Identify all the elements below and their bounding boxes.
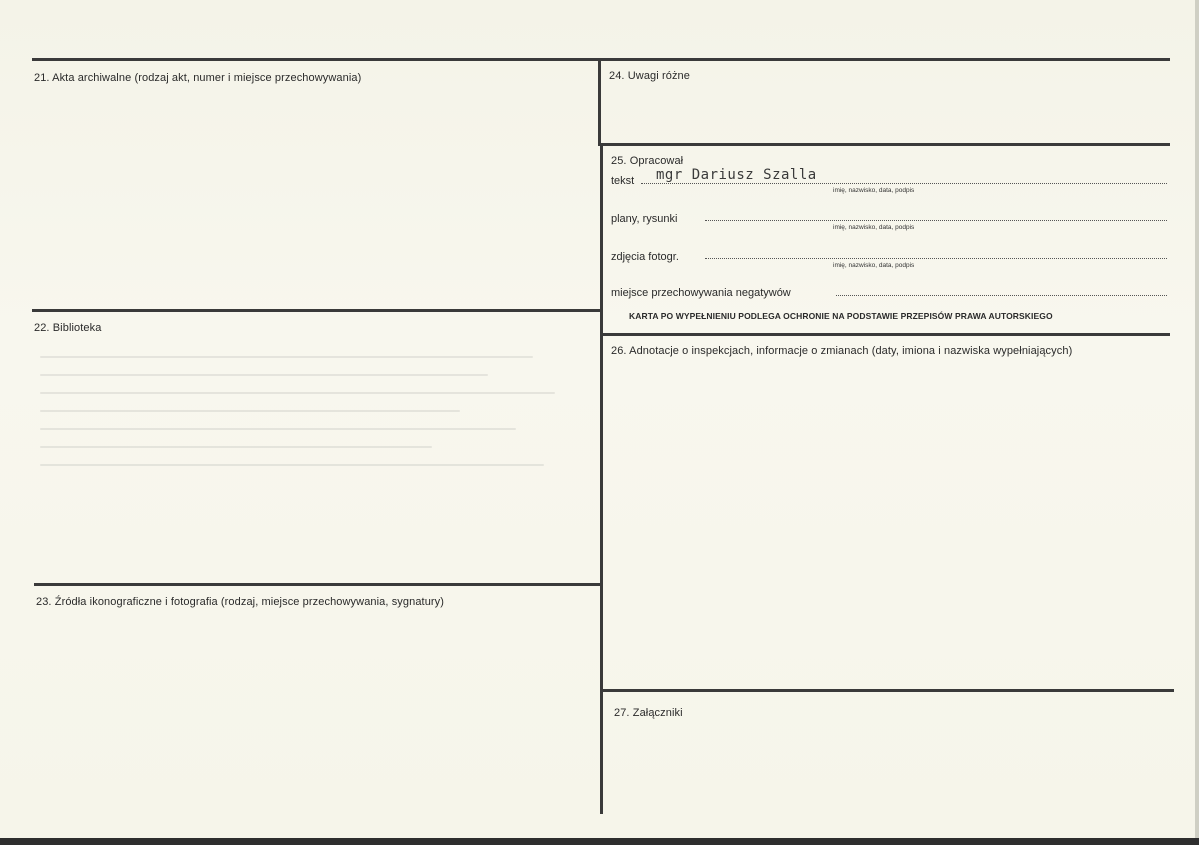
zdjecia-line: [705, 257, 1167, 259]
tekst-value: mgr Dariusz Szalla: [656, 167, 817, 183]
rule-22-23: [34, 583, 600, 586]
section-22-label: 22. Biblioteka: [34, 322, 102, 334]
section-23-label: 23. Źródła ikonograficzne i fotografia (rodzaj, miejsce przechowywania, sygnatury): [36, 596, 445, 608]
plany-line: [705, 219, 1167, 221]
card-edge-bottom: [0, 838, 1199, 845]
center-divider: [598, 58, 601, 146]
top-rule: [32, 58, 1170, 61]
rule-25-26: [600, 333, 1170, 336]
tekst-label: tekst: [611, 175, 635, 187]
card-edge-right: [1195, 0, 1199, 845]
rule-21-22: [32, 309, 600, 312]
negatywy-label: miejsce przechowywania negatywów: [611, 287, 791, 299]
rule-26-27: [602, 689, 1174, 692]
section-21-label: 21. Akta archiwalne (rodzaj akt, numer i miejsce przechowywania): [34, 72, 362, 84]
tekst-line: [641, 182, 1167, 184]
zdjecia-caption: imię, nazwisko, data, podpis: [833, 262, 915, 269]
section-26-label: 26. Adnotacje o inspekcjach, informacje o zmianach (daty, imiona i nazwiska wypełniających): [611, 345, 1073, 357]
negatywy-line: [836, 294, 1167, 296]
section-27-label: 27. Załączniki: [614, 707, 683, 719]
rule-24-25: [600, 143, 1170, 146]
zdjecia-label: zdjęcia fotogr.: [611, 251, 679, 263]
section-25-label: 25. Opracował: [611, 155, 684, 167]
tekst-caption: imię, nazwisko, data, podpis: [833, 187, 915, 194]
show-through-marks: [40, 340, 600, 530]
center-divider-lower: [600, 146, 603, 814]
plany-label: plany, rysunki: [611, 213, 678, 225]
copyright-notice: KARTA PO WYPEŁNIENIU PODLEGA OCHRONIE NA PODSTAWIE PRZEPISÓW PRAWA AUTORSKIEGO: [629, 311, 1053, 321]
plany-caption: imię, nazwisko, data, podpis: [833, 224, 915, 231]
section-24-label: 24. Uwagi różne: [609, 70, 690, 82]
